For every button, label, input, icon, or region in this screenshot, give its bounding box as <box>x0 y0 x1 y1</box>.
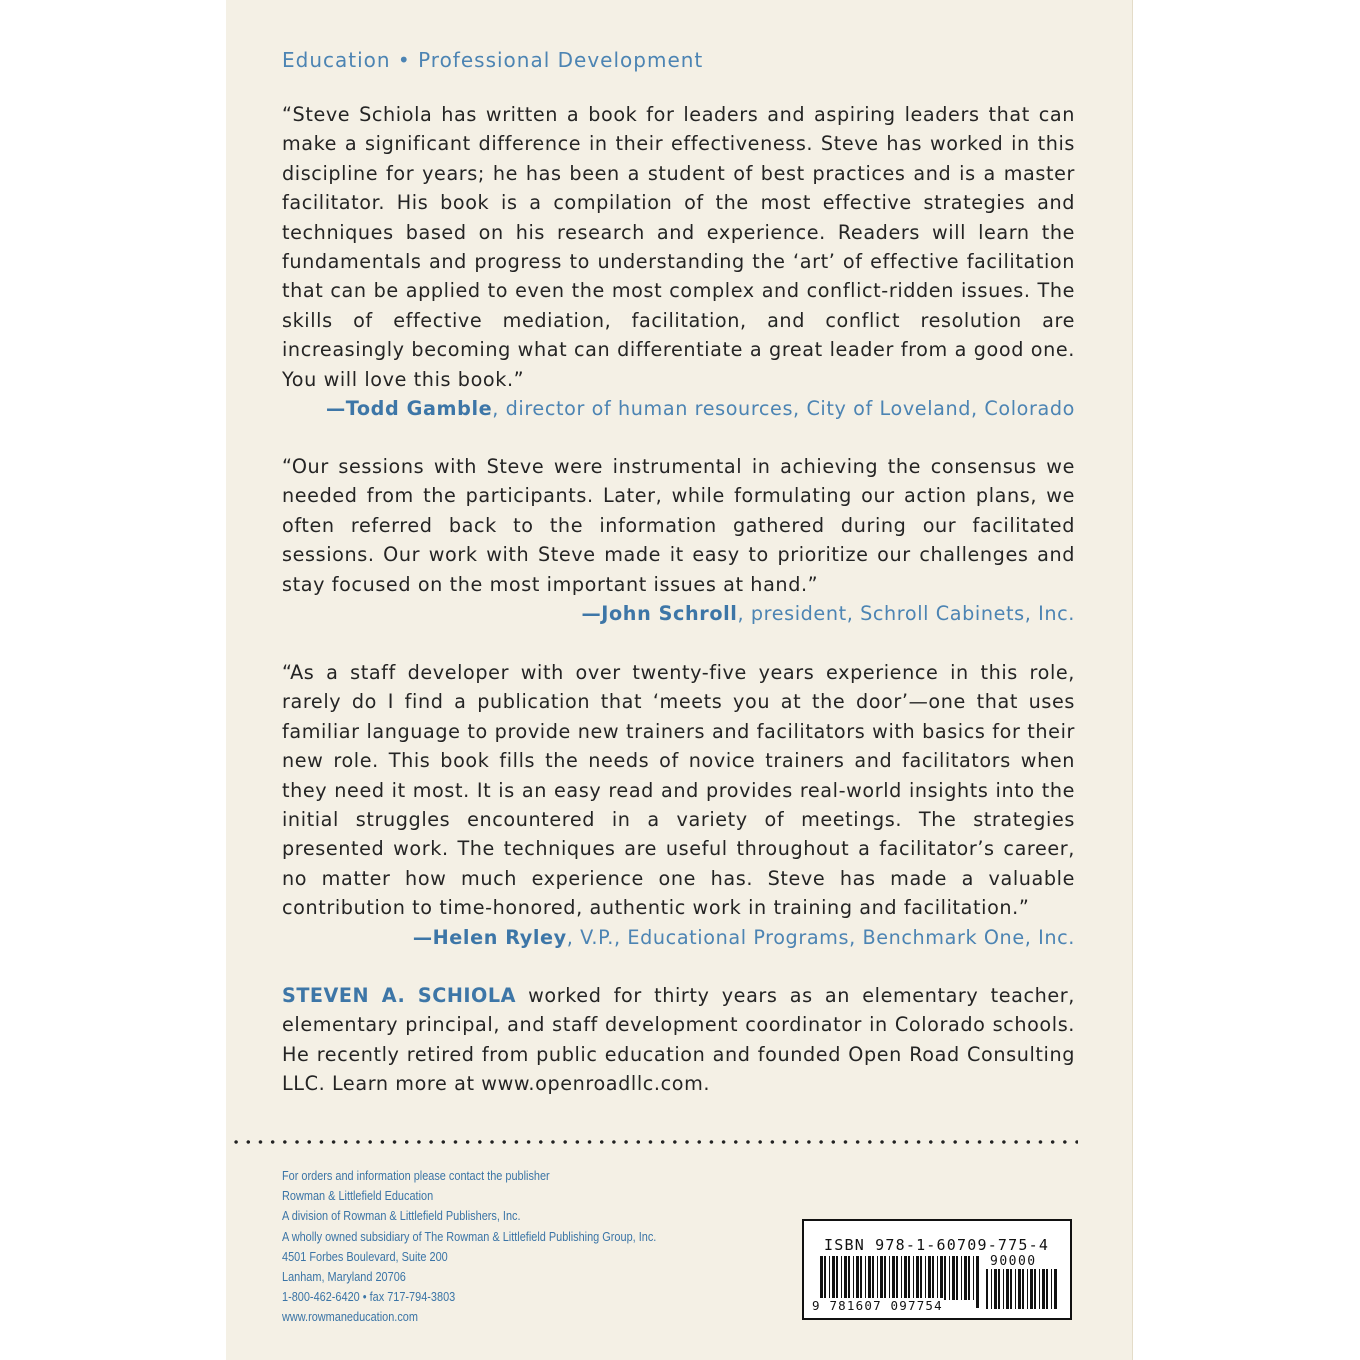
author-bio-text: worked for thirty years as an elementary teacher, elementary principal, and staff development coordinator in Colorado schools. He recently retired from public education and founded Open Road Consulting LLC. Learn more at www.openroadllc.com. <box>282 984 1075 1096</box>
endorser-title: , director of human resources, City of Loveland, Colorado <box>492 397 1075 421</box>
barcode-bar <box>1039 1269 1040 1309</box>
barcode-bar <box>836 1256 838 1300</box>
barcode-bar <box>937 1256 938 1300</box>
dotted-divider <box>230 1138 1078 1146</box>
back-cover <box>226 0 1133 1360</box>
endorser-title: , V.P., Educational Programs, Benchmark One, Inc. <box>566 925 1075 949</box>
price-barcode-bars <box>986 1269 1058 1309</box>
barcode-bar <box>952 1256 955 1300</box>
isbn-number: ISBN 978-1-60709-775-4 <box>824 1236 1050 1254</box>
barcode-bar <box>949 1256 950 1300</box>
price-code: 90000 <box>990 1254 1037 1269</box>
endorsement-attribution <box>282 599 1075 628</box>
barcode-bar <box>865 1256 866 1300</box>
endorsement-quote: “Our sessions with Steve were instrumental in achieving the consensus we needed from the participants. Later, while formulating our action plans, we often referred back to the information gathered during our facilitated sessions. Our work with Steve made it easy to prioritize our challenges and stay focused on the most important issues at hand.” <box>282 455 1075 596</box>
publisher-line: Lanham, Maryland 20706 <box>282 1269 406 1285</box>
barcode-bar <box>824 1256 826 1300</box>
barcode-bar <box>998 1269 1000 1309</box>
publisher-line: Rowman & Littlefield Education <box>282 1188 434 1204</box>
barcode-bar <box>968 1256 970 1300</box>
publisher-line: 1-800-462-6420 • fax 717-794-3803 <box>282 1289 456 1305</box>
publisher-line: A wholly owned subsidiary of The Rowman & Littlefield Publishing Group, Inc. <box>282 1228 657 1244</box>
category-label: Education • Professional Development <box>282 48 704 72</box>
barcode-bar <box>1006 1269 1009 1309</box>
barcode-bar <box>853 1256 854 1300</box>
endorsement-attribution <box>282 923 1075 952</box>
barcode-bar <box>991 1269 992 1309</box>
isbn-barcode <box>802 1219 1072 1320</box>
barcode-bar <box>932 1256 934 1300</box>
barcode-bar <box>868 1256 871 1300</box>
barcode-bar <box>994 1269 997 1309</box>
barcode-bar <box>889 1256 890 1300</box>
barcode-bar <box>920 1256 922 1300</box>
barcode-bar <box>1015 1269 1016 1309</box>
publisher-link[interactable]: www.rowmaneducation.com <box>282 1309 418 1325</box>
barcode-bar <box>986 1269 988 1309</box>
endorser-name: —Todd Gamble <box>325 397 493 421</box>
publisher-line: For orders and information please contact the publisher <box>282 1168 550 1183</box>
barcode-bar <box>973 1256 974 1300</box>
barcode-digits: 9 781607 097754 <box>812 1298 943 1313</box>
endorsement-2 <box>282 452 1075 628</box>
barcode-bar <box>877 1256 878 1300</box>
endorsement-quote: “As a staff developer with over twenty-five years experience in this role, rarely do I find a publication that ‘meets you at the door’—one that uses familiar language to provide new trainers and facilitators with basics for their new role. This book fills the needs of novice trainers and facilitators when they need it most. It is an easy read and provides real-world insights into the initial struggles encountered in a variety of meetings. The strategies presented work. The techniques are useful throughout a facilitator’s career, no matter how much experience one has. Steve has made a valuable contribution to time-honored, authentic work in training and facilitation.” <box>282 661 1075 920</box>
barcode-bar <box>904 1256 907 1300</box>
barcode-bar <box>841 1256 842 1300</box>
barcode-bar <box>884 1256 886 1300</box>
endorsement-quote: “Steve Schiola has written a book for leaders and aspiring leaders that can make a significant difference in their effectiveness. Steve has worked in this discipline for years; he has been a student of best practices and is a master facilitator. His book is a compilation of the most effective strategies and techniques based on his research and experience. Readers will learn the fundamentals and progress to understanding the ‘art’ of effective facilitation that can be applied to even the most complex and conflict-ridden issues. The skills of effective mediation, facilitation, and conflict resolution are increasingly becoming what can differentiate a great leader from a good one. You will love this book.” <box>282 103 1075 391</box>
barcode-bar <box>1042 1269 1045 1309</box>
barcode-bar <box>976 1256 979 1308</box>
barcode-bar <box>913 1256 914 1300</box>
publisher-line: A division of Rowman & Littlefield Publishers, Inc. <box>282 1208 521 1224</box>
barcode-bar <box>1054 1269 1057 1309</box>
barcode-bar <box>829 1256 830 1300</box>
barcode-bar <box>928 1256 931 1300</box>
barcode-bar <box>892 1256 895 1300</box>
barcode-bar <box>856 1256 859 1300</box>
barcode-bar <box>896 1256 898 1300</box>
endorser-name: —Helen Ryley <box>412 925 567 949</box>
publisher-info <box>282 1166 685 1328</box>
endorsement-attribution <box>282 394 1075 423</box>
endorser-title: , president, Schroll Cabinets, Inc. <box>737 602 1075 626</box>
barcode-bar <box>1022 1269 1024 1309</box>
barcode-bar <box>832 1256 835 1300</box>
barcode-bar <box>1010 1269 1012 1309</box>
barcode-bar <box>1030 1269 1033 1309</box>
barcode-bar <box>848 1256 850 1300</box>
barcode-bar <box>908 1256 910 1300</box>
barcode-bar <box>1027 1269 1028 1309</box>
barcode-bar <box>880 1256 883 1300</box>
barcode-bar <box>956 1256 958 1300</box>
barcode-bar <box>844 1256 847 1300</box>
barcode-bar <box>1034 1269 1036 1309</box>
endorsement-3 <box>282 658 1075 952</box>
barcode-bar <box>925 1256 926 1300</box>
publisher-line: 4501 Forbes Boulevard, Suite 200 <box>282 1248 448 1264</box>
barcode-bar <box>1003 1269 1004 1309</box>
barcode-bar <box>940 1256 943 1300</box>
barcode-bar <box>1046 1269 1048 1309</box>
barcode-bar <box>964 1256 967 1300</box>
barcode-bar <box>872 1256 874 1300</box>
barcode-bar <box>1051 1269 1052 1309</box>
author-bio <box>282 981 1075 1099</box>
barcode-bar <box>961 1256 962 1300</box>
barcode-bar <box>1018 1269 1021 1309</box>
barcode-bar <box>944 1256 946 1300</box>
author-name: STEVEN A. SCHIOLA <box>282 984 516 1007</box>
barcode-bar <box>916 1256 919 1300</box>
endorsement-1 <box>282 100 1075 423</box>
endorser-name: —John Schroll <box>581 602 738 626</box>
barcode-bar <box>860 1256 862 1300</box>
